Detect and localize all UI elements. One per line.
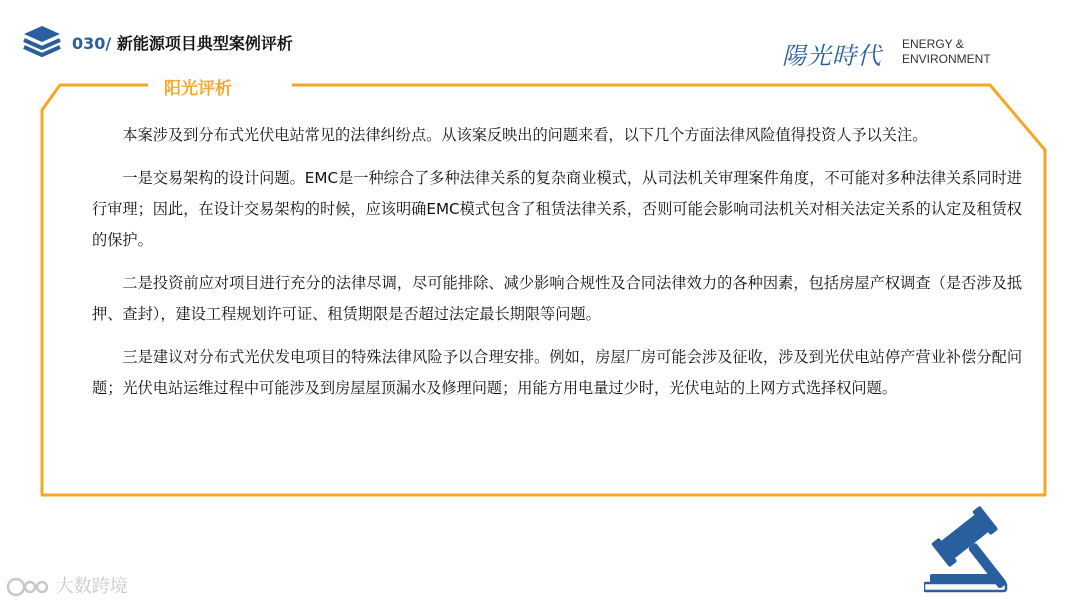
brand-script-text: 陽光時代 (782, 42, 882, 70)
section-title: 阳光评析 (160, 74, 236, 99)
watermark-logo-icon (6, 575, 50, 599)
watermark (6, 572, 128, 599)
page-number: 030/ (72, 34, 112, 53)
paragraph-point-3: 三是建议对分布式光伏发电项目的特殊法律风险予以合理安排。例如，房屋厂房可能会涉及征收，涉及到光伏电站停产营业补偿分配问题；光伏电站运维过程中可能涉及到房屋屋顶漏水及修理问题；用能方用电量过少时，光伏电站的上网方式选择权问题。 (92, 348, 1022, 397)
page-title-text: 新能源项目典型案例评析 (116, 34, 293, 53)
watermark-text: 大数跨境 (55, 576, 128, 597)
paragraph-point-1: 一是交易架构的设计问题。EMC是一种综合了多种法律关系的复杂商业模式，从司法机关审理案件角度，不可能对多种法律关系同时进行审理；因此，在设计交易架构的时候，应该明确EMC模式包含了租赁法律关系，否则可能会影响司法机关对相关法定关系的认定及租赁权的保护。 (92, 169, 1022, 249)
brand-en-line2: ENVIRONMENT (902, 52, 991, 66)
paragraph-intro: 本案涉及到分布式光伏电站常见的法律纠纷点。从该案反映出的问题来看，以下几个方面法律风险值得投资人予以关注。 (122, 126, 928, 144)
analysis-body (92, 120, 1022, 416)
brand-en-line1: ENERGY & (902, 37, 964, 51)
paragraph-point-2: 二是投资前应对项目进行充分的法律尽调，尽可能排除、减少影响合规性及合同法律效力的各种因素，包括房屋产权调查（是否涉及抵押、查封），建设工程规划许可证、租赁期限是否超过法定最长期限等问题。 (92, 274, 1022, 323)
gavel-icon (924, 502, 1034, 594)
